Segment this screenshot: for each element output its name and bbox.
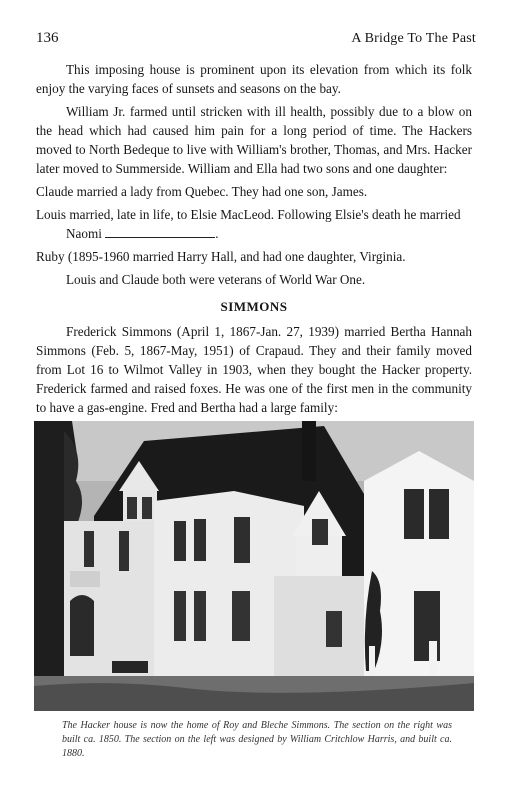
louis-text: Louis married, late in life, to Elsie MacLeod. Following Elsie's death he married Naomi bbox=[36, 207, 461, 241]
photo-caption: The Hacker house is now the home of Roy and Bleche Simmons. The section on the right was built ca. 1850. The section on the left was designed by William Critchlow Harris, and built ca. 1880. bbox=[62, 720, 452, 759]
body-text bbox=[36, 60, 472, 421]
running-head: A Bridge To The Past bbox=[351, 31, 476, 46]
page-number: 136 bbox=[36, 30, 59, 46]
section-heading: SIMMONS bbox=[220, 299, 288, 314]
paragraph-louis bbox=[36, 205, 472, 243]
paragraph-claude: Claude married a lady from Quebec. They had one son, James. bbox=[36, 184, 368, 199]
paragraph-veterans: Louis and Claude both were veterans of World War One. bbox=[66, 272, 366, 287]
louis-end: . bbox=[215, 226, 219, 241]
blank-line bbox=[105, 225, 215, 238]
house-photo bbox=[34, 421, 474, 711]
paragraph-ruby: Ruby (1895-1960 married Harry Hall, and had one daughter, Virginia. bbox=[36, 249, 406, 264]
paragraph: William Jr. farmed until stricken with ill health, possibly due to a blow on the head which had caused him pain for a long period of time. The Hackers moved to North Bedeque to live with William's brother, Thomas, and Mrs. Hacker later moved to Summerside. William and Ella had two sons and one daughter: bbox=[36, 104, 472, 176]
paragraph-simmons: Frederick Simmons (April 1, 1867-Jan. 27, 1939) married Bertha Hannah Simmons (Feb. 5, 1867-May, 1951) of Crapaud. They and their family moved from Lot 16 to Wilmot Valley in 1903, when they bought the Hacker property. Frederick farmed and raised foxes. He was one of the first men in the community to have a gas-engine. Fred and Bertha had a large family: bbox=[36, 324, 472, 415]
house-photo-drawing bbox=[34, 421, 474, 711]
paragraph: This imposing house is prominent upon its elevation from which its folk enjoy the varying faces of sunsets and seasons on the bay. bbox=[36, 62, 472, 96]
